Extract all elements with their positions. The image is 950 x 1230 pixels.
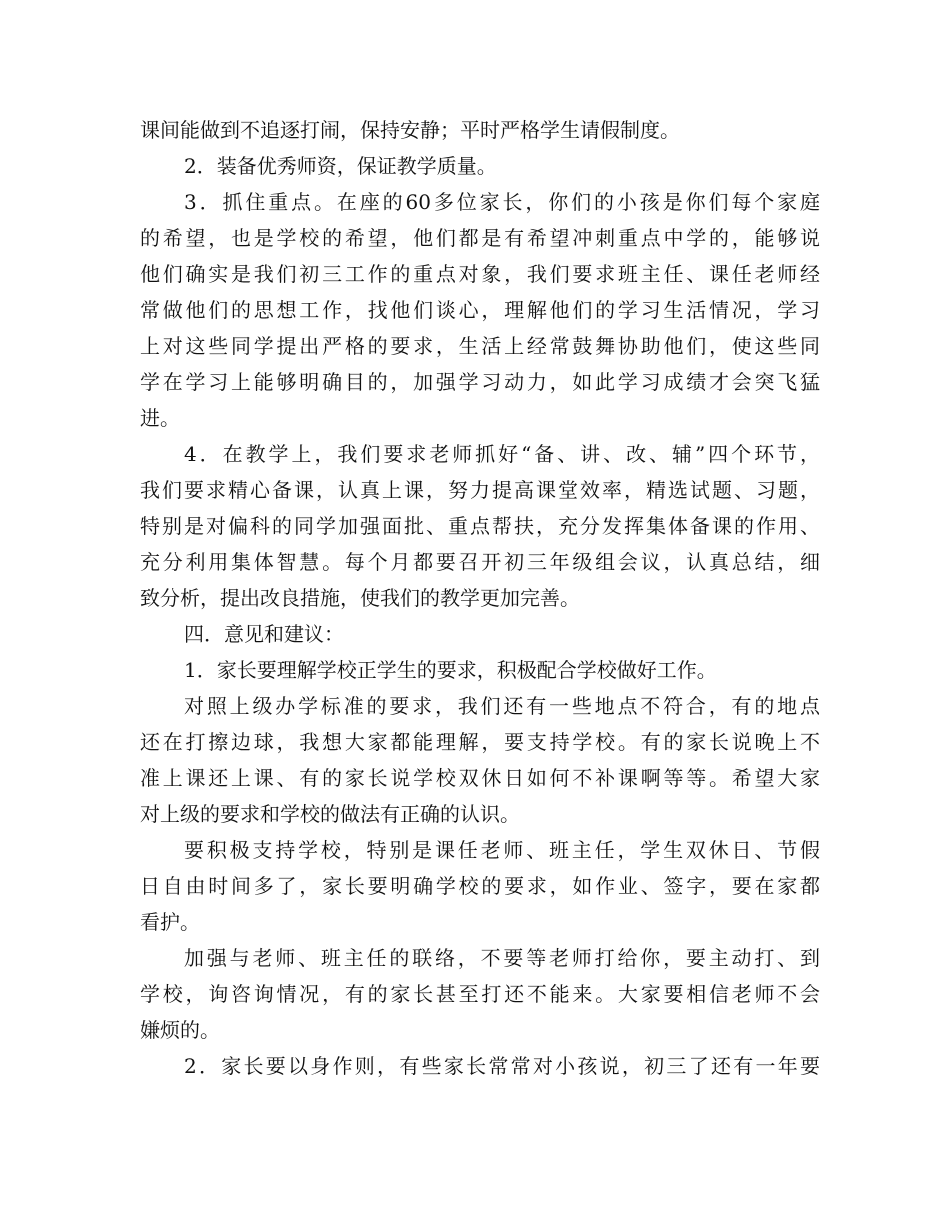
text-line: 还在打擦边球，我想大家都能理解，要支持学校。有的家长说晚上不 bbox=[140, 730, 820, 754]
text-line: 我们要求精心备课，认真上课，努力提高课堂效率，精选试题、习题， bbox=[140, 478, 820, 502]
text-line: 他们确实是我们初三工作的重点对象，我们要求班主任、课任老师经 bbox=[140, 262, 820, 286]
text-line: 看护。 bbox=[140, 910, 200, 934]
text-line: 2．家长要以身作则，有些家长常常对小孩说，初三了还有一年要 bbox=[184, 1054, 820, 1078]
text-line: 的希望，也是学校的希望，他们都是有希望冲刺重点中学的，能够说 bbox=[140, 226, 820, 250]
text-line: 日自由时间多了，家长要明确学校的要求，如作业、签字，要在家都 bbox=[140, 874, 820, 898]
text-line: 嫌烦的。 bbox=[140, 1018, 220, 1042]
text-line: 上对这些同学提出严格的要求，生活上经常鼓舞协助他们，使这些同 bbox=[140, 334, 820, 358]
text-line: 学在学习上能够明确目的，加强学习动力，如此学习成绩才会突飞猛 bbox=[140, 370, 820, 394]
text-line: 1．家长要理解学校正学生的要求，积极配合学校做好工作。 bbox=[184, 658, 717, 682]
text-line: 特别是对偏科的同学加强面批、重点帮扶，充分发挥集体备课的作用、 bbox=[140, 514, 820, 538]
text-line: 要积极支持学校，特别是课任老师、班主任，学生双休日、节假 bbox=[184, 838, 820, 862]
text-line: 学校，询咨询情况，有的家长甚至打还不能来。大家要相信老师不会 bbox=[140, 982, 820, 1006]
text-line: 充分利用集体智慧。每个月都要召开初三年级组会议，认真总结，细 bbox=[140, 550, 820, 574]
text-line: 2．装备优秀师资，保证教学质量。 bbox=[184, 154, 497, 178]
text-line: 致分析，提出改良措施，使我们的教学更加完善。 bbox=[140, 586, 580, 610]
text-line: 课间能做到不追逐打闹，保持安静；平时严格学生请假制度。 bbox=[140, 118, 680, 142]
text-line: 常做他们的思想工作，找他们谈心，理解他们的学习生活情况，学习 bbox=[140, 298, 820, 322]
text-line: 加强与老师、班主任的联络，不要等老师打给你，要主动打、到 bbox=[184, 946, 820, 970]
text-line: 3．抓住重点。在座的60多位家长，你们的小孩是你们每个家庭 bbox=[184, 190, 820, 214]
body-text bbox=[140, 112, 820, 1084]
text-line: 准上课还上课、有的家长说学校双休日如何不补课啊等等。希望大家 bbox=[140, 766, 820, 790]
text-line: 对上级的要求和学校的做法有正确的认识。 bbox=[140, 802, 520, 826]
text-line: 4．在教学上，我们要求老师抓好“备、讲、改、辅”四个环节， bbox=[184, 442, 820, 466]
text-line: 进。 bbox=[140, 406, 180, 430]
text-line: 四．意见和建议： bbox=[184, 622, 344, 646]
text-line: 对照上级办学标准的要求，我们还有一些地点不符合，有的地点 bbox=[184, 694, 820, 718]
